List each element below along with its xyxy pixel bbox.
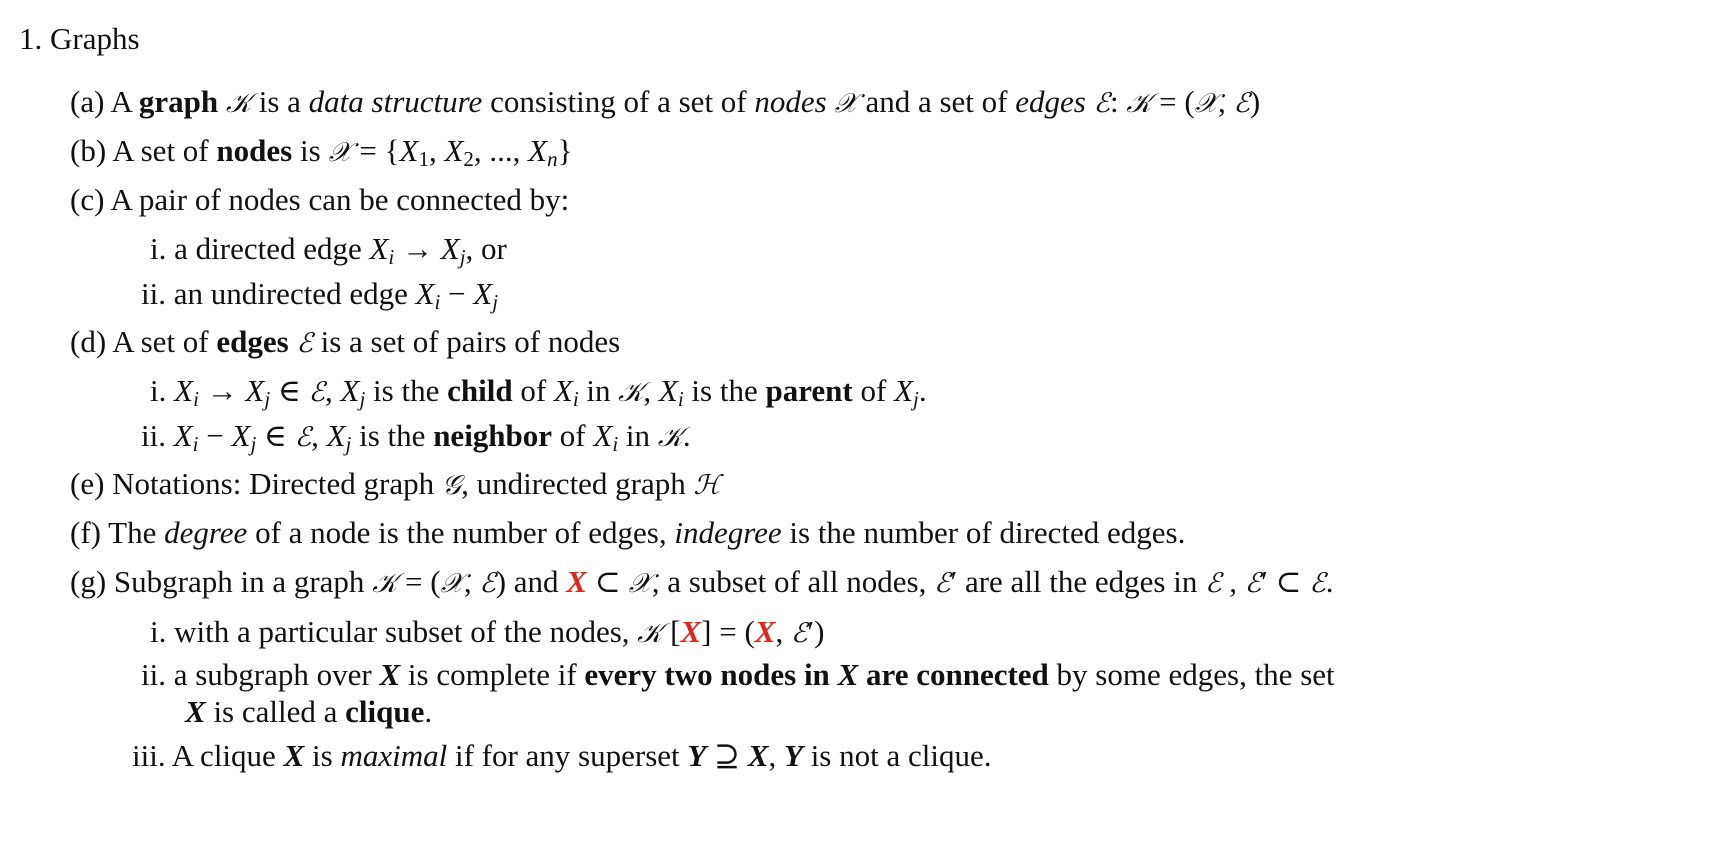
section-number: 1. bbox=[19, 21, 43, 56]
item-label: i. bbox=[150, 373, 167, 408]
section-title: Graphs bbox=[50, 21, 140, 56]
item-label: ii. bbox=[141, 276, 166, 311]
item-c-i: i. a directed edge $X_i \to X_j$, or bbox=[150, 231, 507, 269]
section-heading bbox=[19, 20, 140, 58]
item-g-iii: iii. A clique X is maximal if for any superset Y ⊇ X, Y is not a clique. bbox=[132, 738, 992, 773]
item-label: (a) bbox=[70, 84, 105, 119]
item-label: (b) bbox=[70, 133, 107, 168]
item-g-ii-continuation: X is called a clique. bbox=[185, 694, 433, 729]
item-f: (f) The degree of a node is the number of edges, indegree is the number of directed edges. bbox=[70, 515, 1186, 550]
item-c-ii: ii. an undirected edge $X_i - X_j$ bbox=[141, 276, 499, 314]
item-d: (d) A set of edges ℰ is a set of pairs of nodes bbox=[70, 324, 621, 359]
item-label: ii. bbox=[141, 657, 166, 692]
item-label: (d) bbox=[70, 324, 107, 359]
item-b: (b) A set of nodes is 𝒳 = {$X_1$, $X_2$, ..., $X_n$} bbox=[70, 133, 573, 171]
item-e: (e) Notations: Directed graph 𝒢, undirected graph ℋ bbox=[70, 466, 721, 501]
item-d-i: i. $X_i \to X_j$ ∈ ℰ, $X_j$ is the child of $X_i$ in 𝒦, $X_i$ is the parent of $X_j$. bbox=[150, 373, 927, 411]
item-g-ii: ii. a subgraph over X is complete if every two nodes in X are connected by some edges, the set bbox=[141, 657, 1335, 692]
item-label: (e) bbox=[70, 466, 105, 501]
item-g-i: i. with a particular subset of the nodes, 𝒦 [X] = (X, ℰ′) bbox=[150, 614, 825, 649]
item-c: (c) A pair of nodes can be connected by: bbox=[70, 182, 570, 217]
item-label: i. bbox=[150, 614, 167, 649]
item-a: (a) A graph 𝒦 is a data structure consisting of a set of nodes 𝒳 and a set of edges ℰ: 𝒦 = (𝒳, ℰ) bbox=[70, 84, 1261, 119]
item-label: (f) bbox=[70, 515, 101, 550]
item-d-ii: ii. $X_i - X_j$ ∈ ℰ, $X_j$ is the neighbor of $X_i$ in 𝒦. bbox=[141, 418, 691, 456]
item-label: (g) bbox=[70, 564, 107, 599]
item-label: ii. bbox=[141, 418, 166, 453]
item-label: iii. bbox=[132, 738, 166, 773]
item-g: (g) Subgraph in a graph 𝒦 = (𝒳, ℰ) and X ⊂ 𝒳, a subset of all nodes, ℰ′ are all the edges in ℰ , ℰ′ ⊂ ℰ. bbox=[70, 564, 1334, 599]
item-label: i. bbox=[150, 231, 167, 266]
item-label: (c) bbox=[70, 182, 105, 217]
